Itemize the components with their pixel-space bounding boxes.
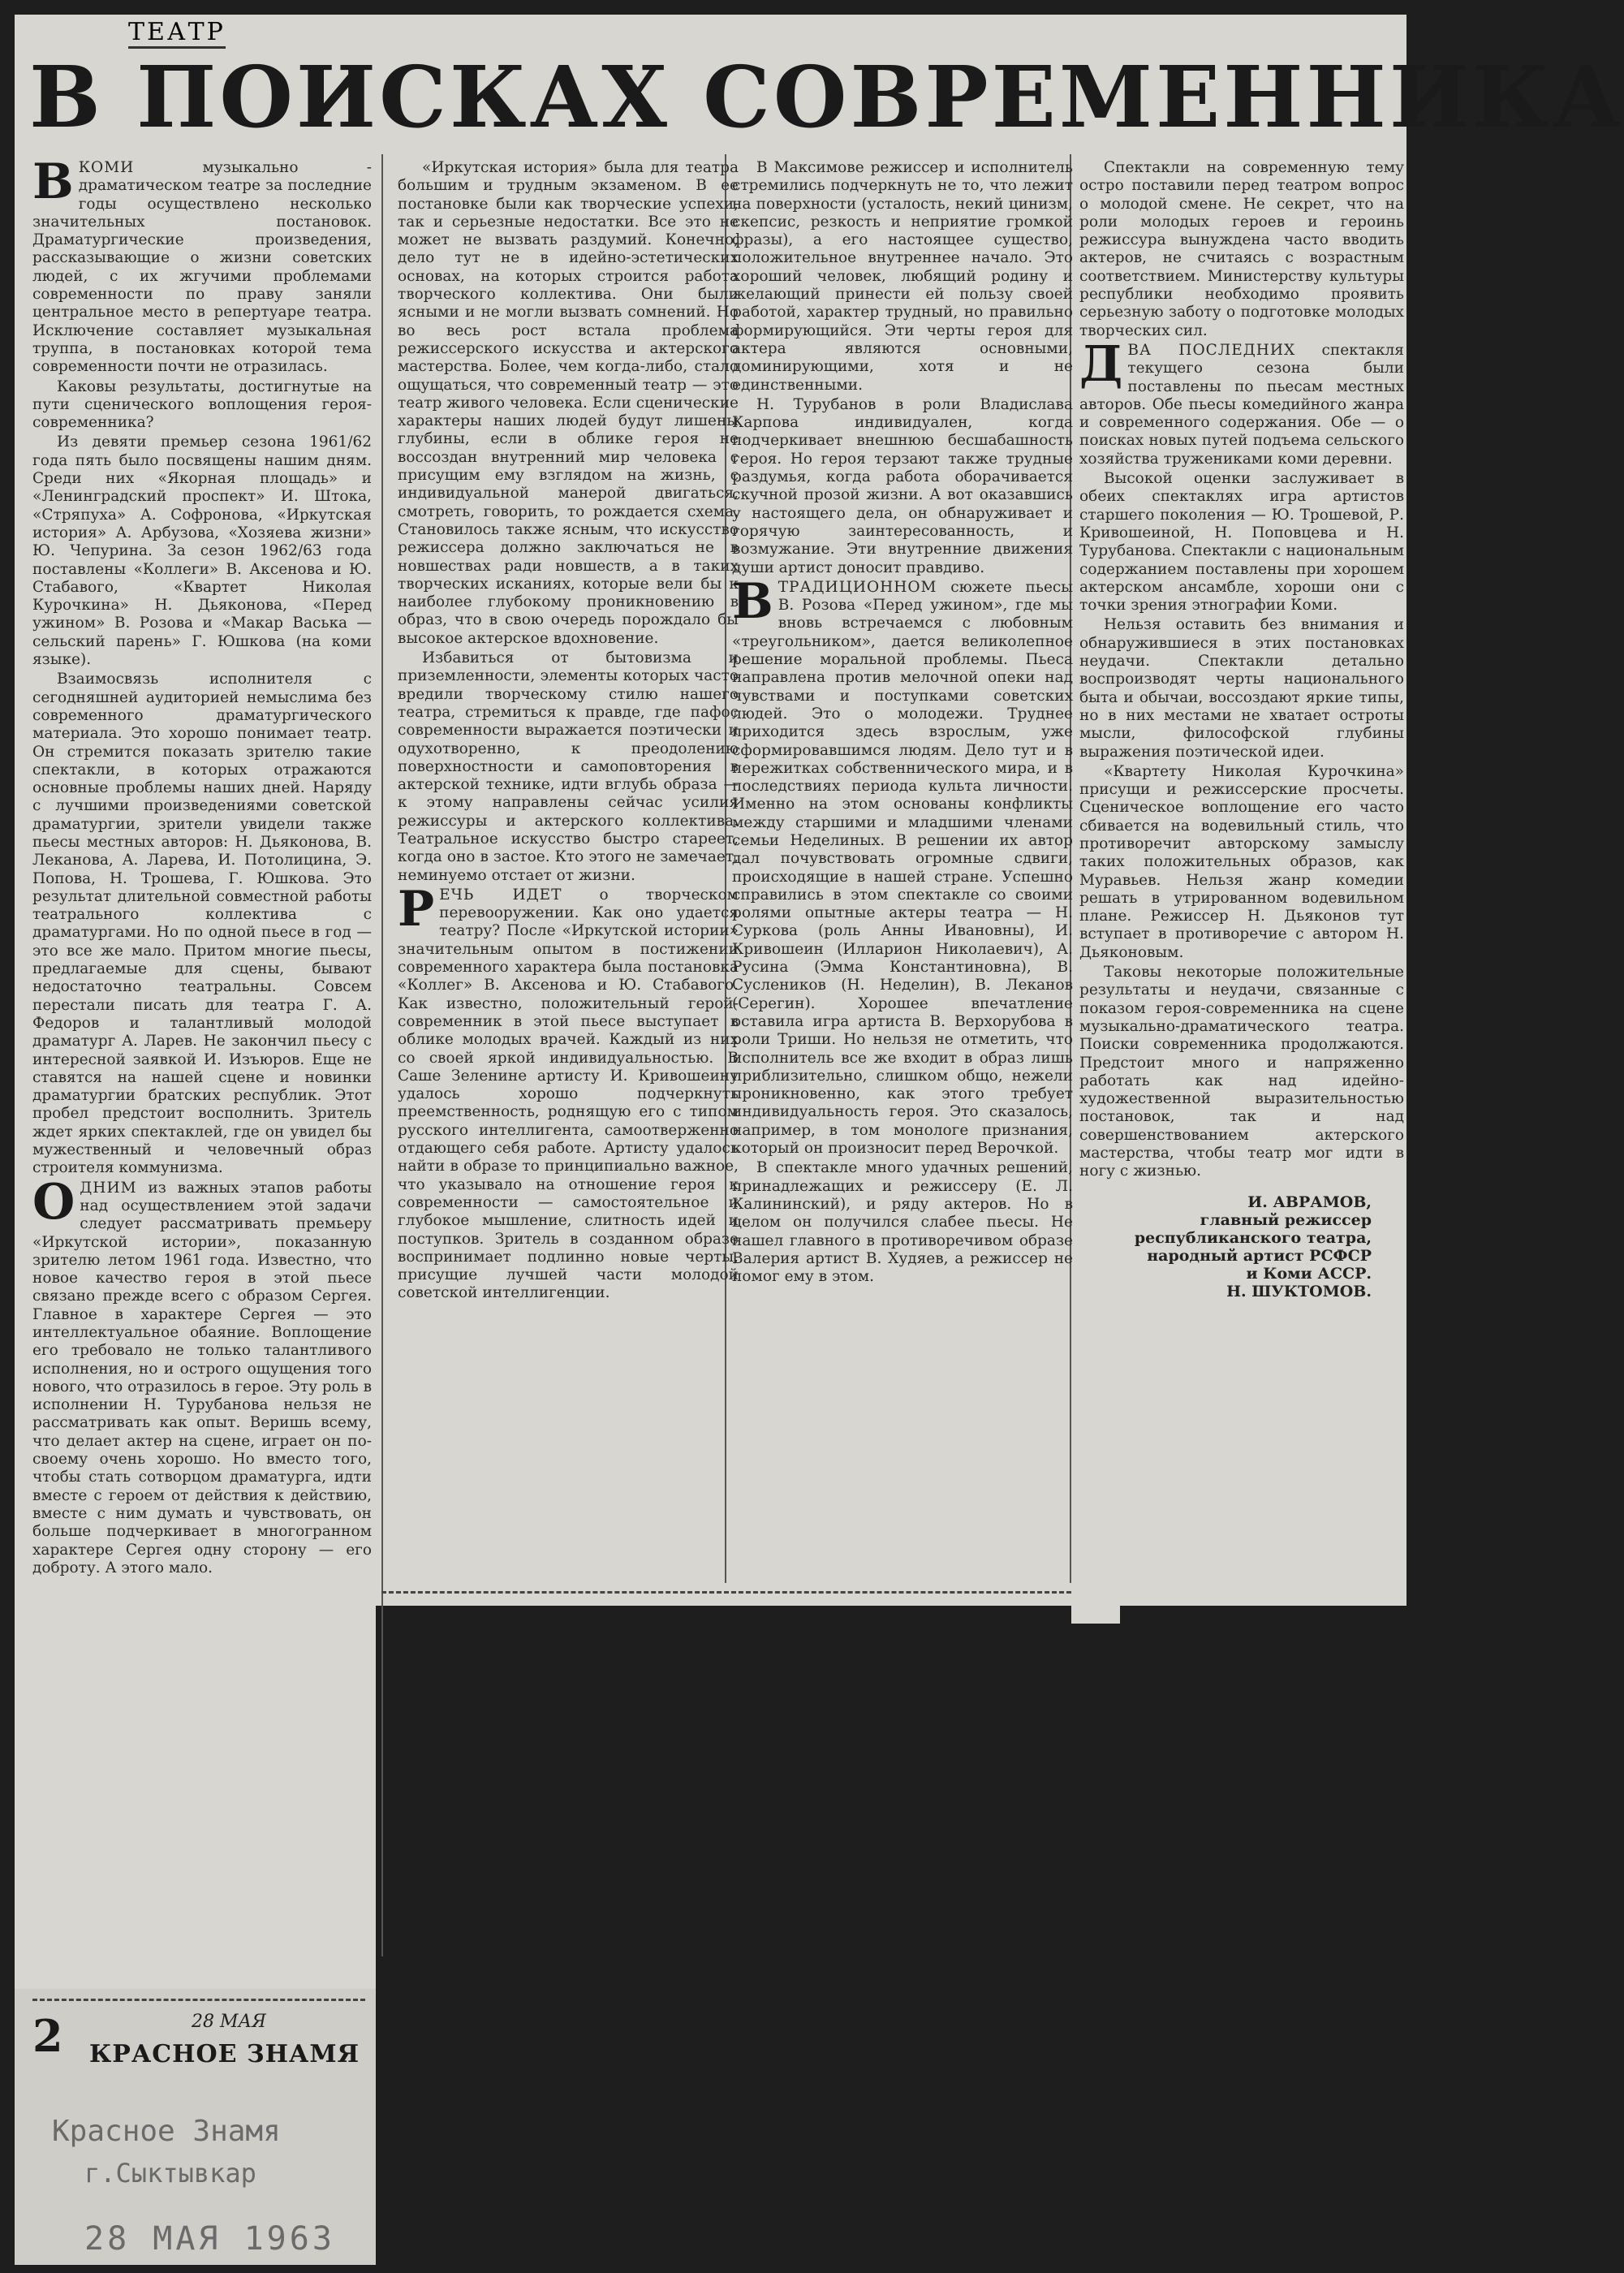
paragraph xyxy=(398,880,739,1303)
paragraph: Каковы результаты, достигнутые на пути сценического воплощения героя-современника? xyxy=(32,377,372,432)
paragraph xyxy=(32,1173,372,1578)
author-role: республиканского театра, xyxy=(1134,1229,1372,1247)
page-number: 2 xyxy=(32,2010,63,2062)
issue-date: 28 МАЯ xyxy=(192,2012,266,2032)
paragraph: Высокой оценки заслуживает в обеих спектаклях игра артистов старшего поколения — Ю. Трошевой, Р. Кривошеиной, Н. Поповцева и Н. Турубанова. Спектакли с национальным содержанием поставлены при хорошем актерском ансамбле, хороши они с точки зрения этнографии Коми. xyxy=(1079,470,1404,615)
paragraph-text: из важных этапов работы над осуществлением этой задачи следует рассматривать премьеру «Иркутской истории», показанную зрителю летом 1961 года. Известно, что новое качество героя в этой пьесе связано прежде всего с образом Сергея. Главное в характере Сергея — это интеллектуальное обаяние. Воплощение его требовало не только талантливого исполнения, но и острого ощущения того нового, что отразилось в герое. Эту роль в исполнении Н. Турубанова нельзя не рассматривать как опыт. Веришь всему, что делает актер на сцене, играет он по-своему очень хорошо. Но вместо того, чтобы стать сотворцом драматурга, идти вместе с героем от действия к действию, вместе с ним думать и чувствовать, он больше подчеркивает в многогранном характере Сергея одну сторону — его доброту. А этого мало. xyxy=(32,1179,372,1576)
paragraph: Взаимосвязь исполнителя с сегодняшней аудиторией немыслима без современного драматургического материала. Это хорошо понимает театр. Он стремится показать зрителю такие спектакли, в которых отражаются основные проблемы наших дней. Наряду с лучшими произведениями советской драматургии, зрители увидели также пьесы местных авторов: Н. Дьяконова, В. Леканова, А. Ларева, И. Потолицина, Э. Попова, Н. Трошева, Г. Юшкова. Это результат длительной совместной работы театрального коллектива с драматургами. Но по одной пьесе в год — это все же мало. Притом многие пьесы, предлагаемые для сцены, бывают недостаточно театральны. Совсем перестали писать для театра Г. А. Федоров и талантливый молодой драматург А. Ларев. Не закончил пьесу с интересной заявкой И. Изъюров. Еще не ставятся на нашей сцене и новинки драматургии братских республик. Этот пробел предстоит восполнить. Зритель ждет ярких спектаклей, где он увидел бы мужественный и человечный образ строителя коммунизма. xyxy=(32,671,372,1177)
paragraph xyxy=(1079,335,1404,468)
paragraph: «Иркутская история» была для театра большим и трудным экзаменом. В ее постановке были как творческие успехи, так и серьезные недостатки. Все это не может не вызвать раздумий. Конечно, дело тут не в идейно-эстетических основах, на которых строится работа творческого коллектива. Они были ясными и не могли вызвать сомнений. Но во весь рост встала проблема режиссерского искусства и актерского мастерства. Более, чем когда-либо, стало ощущаться, что современный театр — это театр живого человека. Если сценические характеры наших людей будут лишены глубины, если в облике героя не воссоздан внутренний мир человека с присущим ему взглядом на жизнь, с индивидуальной манерой двигаться, смотреть, говорить, то рождается схема. Становилось также ясным, что искусство режиссера должно заключаться не в новшествах ради новшеств, а в таких творческих исканиях, которые вели бы к наиболее глубокому проникновению в образ, что в свою очередь порождало бы высокое актерское вдохновение. xyxy=(398,159,739,647)
stamp-date: 28 МАЯ 1963 xyxy=(84,2220,335,2258)
drop-cap: В xyxy=(32,153,74,210)
article-headline: В ПОИСКАХ СОВРЕМЕННИКА xyxy=(29,47,1624,147)
paragraph: «Квартету Николая Курочкина» присущи и режиссерские просчеты. Сценическое воплощение его часто сбивается на водевильный стиль, что противоречит авторскому замыслу таких положительных образов, как Муравьев. Нельзя жанр комедии решать в утрированном водевильном плане. Режиссер Н. Дьяконов тут вступает в противоречие с автором Н. Дьяконовым. xyxy=(1079,762,1404,961)
author-role: и Коми АССР. xyxy=(1246,1265,1372,1283)
paragraph-text: музыкально - драматическом театре за последние годы осуществлено несколько значительных постановок. Драматургические произведения, рассказывающие о жизни советских людей, с их жгучими проблемами современности по праву заняли центральное место в репертуаре театра. Исключение составляет музыкальная труппа, в постановках которой тема современности почти не отразилась. xyxy=(32,159,372,376)
drop-cap: В xyxy=(732,572,773,630)
paragraph: Нельзя оставить без внимания и обнаружившиеся в этих постановках неудачи. Спектакли детально воспроизводят черты национального быта и обычаи, воссоздают яркие типы, но в них местами не хватает остроты мысли, философской глубины выражения поэтической идеи. xyxy=(1079,616,1404,761)
author-name: Н. ШУКТОМОВ. xyxy=(1226,1283,1372,1300)
paragraph: В спектакле много удачных решений, принадлежащих и режиссеру (Е. Л. Калининский), и ряду актеров. Но в целом он получился слабее пьесы. Не нашел главного в противоречивом образе Валерия артист В. Худяев, а режиссер не помог ему в этом. xyxy=(732,1159,1073,1286)
author-role: народный артист РСФСР xyxy=(1147,1247,1372,1265)
paragraph xyxy=(32,153,372,377)
paragraph-text: спектакля текущего сезона были поставлены по пьесам местных авторов. Обе пьесы комедийного жанра и современного содержания. Обе — о поисках новых путей подъема сельского хозяйства тружениками коми деревни. xyxy=(1079,341,1404,468)
newspaper-name: КРАСНОЕ ЗНАМЯ xyxy=(89,2040,360,2068)
drop-cap: Д xyxy=(1079,335,1123,393)
author-signature xyxy=(1079,1193,1372,1300)
paragraph-text: о творческом перевооружении. Как оно удается театру? После «Иркутской истории» значительным опытом в постижении современного характера была постановка «Коллег» В. Аксенова и Ю. Стабавого. Как известно, положительный герой-современник в этой пьесе выступает в облике молодых врачей. Каждый из них со своей яркой индивидуальностью. В Саше Зеленине артисту И. Кривошеину удалось хорошо подчеркнуть преемственность, роднящую его с типом русского интеллигента, самоотверженно отдающего себя работе. Артисту удалось найти в образе то принципиально важное, что указывало на отношение героя к современности — самостоятельное и глубокое мышление, слитность идей и поступков. Зритель в созданном образе воспринимает подлинно новые черты, присущие лучшей части молодой советской интеллигенции. xyxy=(398,886,739,1302)
paragraph-text: сюжете пьесы В. Розова «Перед ужином», где мы вновь встречаемся с любовным «треугольником», дается великолепное решение моральной проблемы. Пьеса направлена против мелочной опеки над чувствами и поступками советских людей. Это о молодежи. Труднее приходится здесь взрослым, уже сформировавшимся людям. Дело тут и в пережитках собственнического мира, и в последствиях периода культа личности. Именно на этом основаны конфликты между старшими и младшими членами семьи Неделиных. В решении их автор дал почувствовать огромные сдвиги, происходящие в нашей стране. Успешно справились в этом спектакле со своими ролями опытные актеры театра — Н. Суркова (роль Анны Ивановны), И. Кривошеин (Илларион Николаевич), А. Русина (Эмма Константиновна), В. Суслеников (Н. Неделин), В. Леканов (Серегин). Хорошее впечатление оставила игра артиста В. Верхорубова в роли Триши. Но нельзя не отметить, что исполнитель все же входит в образ лишь приблизительно, слишком общо, нежели проникновенно, как этого требует индивидуальность героя. Это сказалось, например, в том монологе признания, который он произносит перед Верочкой. xyxy=(732,578,1073,1158)
lead-caps: ВА ПОСЛЕДНИХ xyxy=(1127,341,1296,359)
author-role: главный режиссер xyxy=(1200,1211,1372,1229)
newspaper-sheet-stub xyxy=(1071,1437,1120,1624)
author-name: И. АВРАМОВ, xyxy=(1247,1193,1372,1211)
paragraph: Таковы некоторые положительные результаты и неудачи, связанные с показом героя-современника на сцене музыкально-драматического театра. Поиски современника продолжаются. Предстоит много и напряженно работать как над идейно-художественной выразительностью постановок, так и над совершенствованием актерского мастерства, чтобы театр мог идти в ногу с жизнью. xyxy=(1079,964,1404,1180)
paragraph xyxy=(732,572,1073,1158)
stamp-paper-name: Красное Знам​я xyxy=(52,2115,281,2148)
article-column-2 xyxy=(398,159,739,1580)
paragraph: В Максимове режиссер и исполнитель стремились подчеркнуть не то, что лежит на поверхности (усталость, некий цинизм, скепсис, резкость и неприятие громкой фразы), а его настоящее существо, положительное внутреннее начало. Это хороший человек, любящий родину и желающий принести ей пользу своей работой, характер трудный, но правильно формирующийся. Эти черты героя для актера являются основными, доминирующими, хотя и не единственными. xyxy=(732,159,1073,394)
stamp-city: г.Сыктывкар xyxy=(84,2158,256,2189)
paragraph: Из девяти премьер сезона 1961/62 года пять было посвящены нашим дням. Среди них «Якорная площадь» и «Ленинградский проспект» И. Штока, «Стряпуха» А. Софронова, «Иркутская история» А. Арбузова, «Хозяева жизни» Ю. Чепурина. За сезон 1962/63 года поставлены «Коллеги» В. Аксенова и Ю. Стабавого, «Квартет Николая Курочкина» Н. Дьяконова, «Перед ужином» В. Розова и «Макар Васька — сельский парень» Г. Юшкова (на коми языке). xyxy=(32,433,372,669)
article-column-3 xyxy=(732,159,1073,1661)
drop-cap: Р xyxy=(398,880,435,938)
section-rubric: ТЕАТР xyxy=(128,18,226,49)
lead-caps: ТРАДИЦИОННОМ xyxy=(778,578,937,596)
lead-caps: КОМИ xyxy=(78,159,135,176)
drop-cap: О xyxy=(32,1173,75,1231)
article-column-4 xyxy=(1079,159,1404,1312)
article-column-1 xyxy=(32,153,372,2010)
paragraph: Спектакли на современную тему остро поставили перед театром вопрос о молодой смене. Не секрет, что на роли молодых героев и героинь режиссура вынуждена часто вводить актеров, не считаясь с возрастным соответствием. Министерству культуры республики необходимо проявить серьезную заботу о подготовке молодых творческих сил. xyxy=(1079,159,1404,339)
lead-caps: ЕЧЬ ИДЕТ xyxy=(439,886,562,904)
paragraph: Избавиться от бытовизма и приземленности, элементы которых часто вредили творческому стилю нашего театра, стремиться к правде, где пафос современности выражается поэтически и одухотворенно, к преодолению поверхностности и самоповторения в актерской технике, идти вглубь образа — к этому направлены сейчас усилия режиссуры и актерского коллектива. Театральное искусство быстро стареет, когда оно в застое. Кто этого не замечает, неминуемо отстает от жизни. xyxy=(398,649,739,884)
lead-caps: ДНИМ xyxy=(80,1179,137,1197)
column-divider xyxy=(381,154,383,1956)
paragraph: Н. Турубанов в роли Владислава Карпова индивидуален, когда подчеркивает внешнюю бесшабашность героя. Но героя терзают также трудные раздумья, когда работа оборачивается скучной прозой жизни. А вот оказавшись у настоящего дела, он обнаруживает и горячую заинтересованность, и возмужание. Эти внутренние движения души артист доносит правдиво. xyxy=(732,395,1073,576)
